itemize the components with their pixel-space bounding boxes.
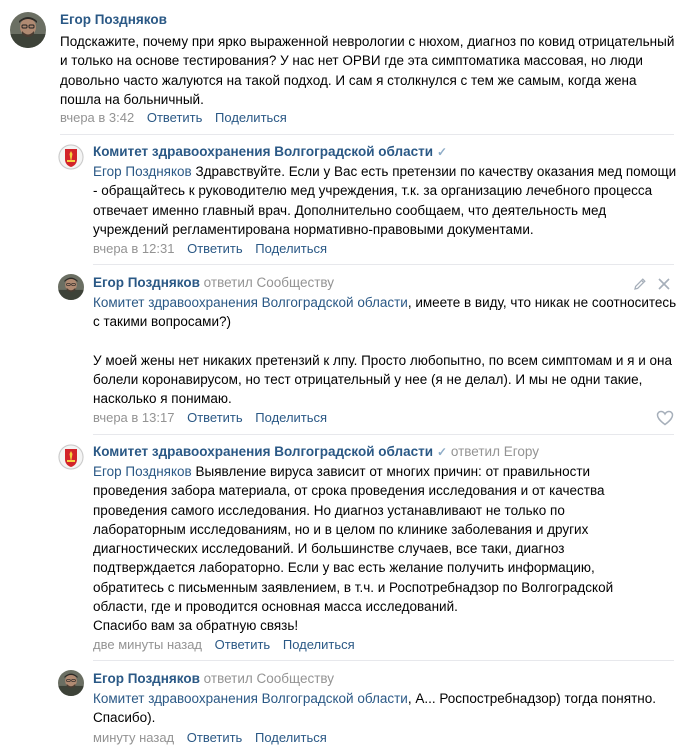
- share-button[interactable]: Поделиться: [254, 730, 327, 745]
- mention-link[interactable]: Егор Поздняков: [93, 464, 192, 479]
- separator: [60, 134, 674, 135]
- close-icon[interactable]: [657, 277, 671, 291]
- comment-footer: [60, 110, 296, 125]
- comment-text: Подскажите, почему при ярко выраженной неврологии с нюхом, диагноз по ковид отрицательный и только на основе тестирования? У нас нет ОРВИ где эта симптоматика массовая, но люди довольно часто жалуются на такой подход. И сам я столкнулся с тем же самым, когда жена пошла на больничный.: [60, 34, 675, 107]
- avatar[interactable]: [10, 12, 46, 48]
- share-button[interactable]: Поделиться: [255, 410, 328, 425]
- comment-author: [93, 444, 539, 459]
- heart-icon[interactable]: [656, 410, 674, 426]
- comment-time[interactable]: две минуты назад: [93, 637, 203, 652]
- mention-link[interactable]: Комитет здравоохранения Волгоградской области: [93, 691, 408, 706]
- community-avatar[interactable]: [58, 444, 84, 470]
- comment-footer: [93, 241, 336, 256]
- comment-author[interactable]: [93, 144, 447, 159]
- author-name[interactable]: Егор Поздняков: [93, 671, 200, 686]
- edit-icon[interactable]: [632, 276, 648, 292]
- reply-to-label[interactable]: ответил Егору: [450, 444, 539, 459]
- comment-text-body: Выявление вируса зависит от многих причин: от правильности проведения забора материала, от срока проведения исследования и от качества проведения самого исследования. Но диагноз устанавливают не только по лабораторным исследованиям, но и в целом по клинике заболевания и других диагностических исследований. И большинстве случаев, все таки, диагноз подтверждается лабораторно. Если у вас есть желание получить информацию, обратитесь с письменным заявлением, в т.ч. и Роспотребнадзор по Волгоградской области, где и проводится основная масса исследований.: [93, 464, 614, 615]
- comment-text: [93, 462, 643, 636]
- mention-link[interactable]: Комитет здравоохранения Волгоградской области: [93, 295, 408, 310]
- comment-time[interactable]: минуту назад: [93, 730, 175, 745]
- comment-text-body: , А... Роспостребнадзор) тогда понятно. Спасибо).: [93, 691, 656, 726]
- comment-time[interactable]: вчера в 12:31: [93, 241, 175, 256]
- author-name[interactable]: Комитет здравоохранения Волгоградской области: [93, 144, 434, 159]
- reply-to-label[interactable]: ответил Сообществу: [203, 671, 335, 686]
- share-button[interactable]: Поделиться: [255, 241, 328, 256]
- verified-icon: ✓: [437, 145, 448, 159]
- comment-text-body: , имеете в виду, что никак не соотноситесь с такими вопросами?): [93, 295, 677, 330]
- reply-button[interactable]: Ответить: [187, 410, 243, 425]
- comment-time[interactable]: вчера в 13:17: [93, 410, 175, 425]
- comment-footer: [93, 730, 336, 745]
- comment-footer: [93, 637, 364, 652]
- comment-text: [93, 293, 678, 409]
- reply-to-label[interactable]: ответил Сообществу: [203, 275, 335, 290]
- author-name[interactable]: Комитет здравоохранения Волгоградской области: [93, 444, 434, 459]
- separator: [93, 660, 674, 661]
- comment-text: [93, 162, 678, 239]
- comment-author: [93, 671, 334, 686]
- separator: [93, 264, 674, 265]
- avatar[interactable]: [58, 670, 84, 696]
- reply-button[interactable]: Ответить: [186, 730, 243, 745]
- avatar[interactable]: [58, 274, 84, 300]
- reply-button[interactable]: Ответить: [187, 241, 243, 256]
- comment-text-body: У моей жены нет никаких претензий к лпу. Просто любопытно, по всем симптомам и я и она болели коронавирусом, но тест отрицательный у нее (я не делал). И мы не одни такие, насколько я понимаю.: [93, 352, 673, 407]
- reply-button[interactable]: Ответить: [146, 110, 203, 125]
- separator: [93, 434, 674, 435]
- comment-text: [93, 689, 663, 728]
- verified-icon: ✓: [437, 445, 448, 459]
- reply-button[interactable]: Ответить: [214, 637, 271, 652]
- comment-footer: [93, 410, 336, 425]
- comment-author[interactable]: Егор Поздняков: [60, 12, 167, 27]
- community-avatar[interactable]: [58, 144, 84, 170]
- comment-text-body: Здравствуйте. Если у Вас есть претензии по качеству оказания мед помощи - обращайтесь к руководителю мед учреждения, т.к. за организацию лечебного процесса отвечает именно главный врач. Дополнительно сообщаем, что деятельность мед учреждений регламентирована нормативно-правовыми документами.: [93, 164, 677, 237]
- author-name[interactable]: Егор Поздняков: [93, 275, 200, 290]
- share-button[interactable]: Поделиться: [282, 637, 355, 652]
- mention-link[interactable]: Егор Поздняков: [93, 164, 192, 179]
- share-button[interactable]: Поделиться: [215, 110, 287, 125]
- comment-text-body: Спасибо вам за обратную связь!: [93, 618, 299, 634]
- comment-time[interactable]: вчера в 3:42: [60, 110, 135, 125]
- comment-author: [93, 275, 334, 290]
